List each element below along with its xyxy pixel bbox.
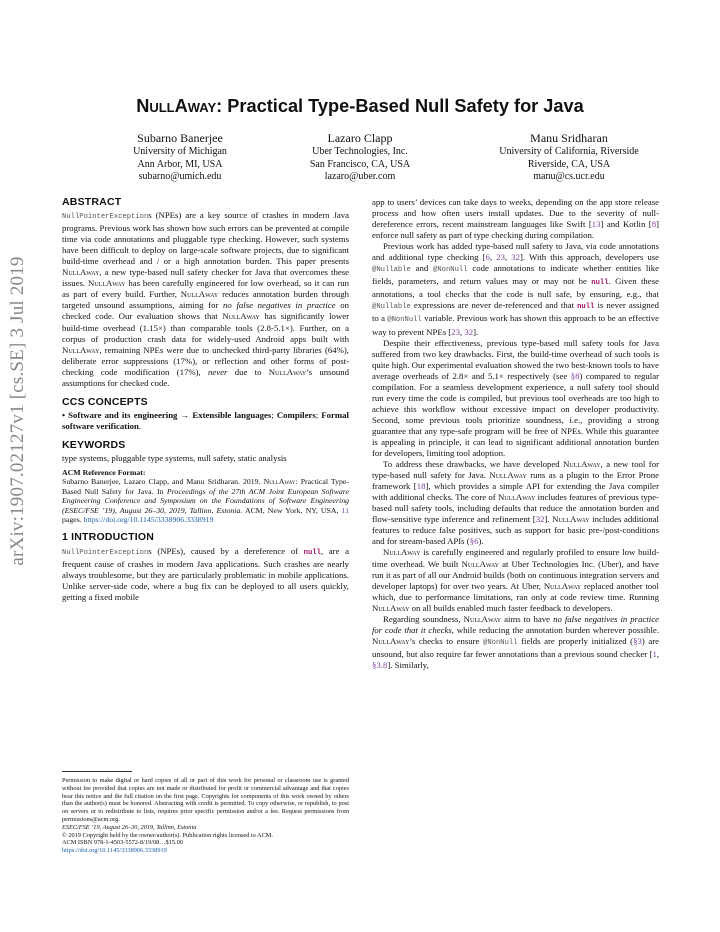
acm-ref-tool: NullAway (263, 477, 296, 487)
author-location: San Francisco, CA, USA (309, 158, 411, 170)
acm-ref-pages-link[interactable]: 11 (341, 505, 350, 515)
title-rest: : Practical Type-Based Null Safety for Java (216, 96, 584, 116)
acm-reference-heading: ACM Reference Format: (62, 468, 146, 478)
author-name: Subarno Banerjee (137, 131, 223, 145)
author-affiliation: University of Michigan (133, 146, 227, 157)
permission-doi-link[interactable]: https://doi.org/10.1145/3338906.3338919 (62, 847, 167, 855)
ccs-text: • Software and its engineering → Extensible languages; Compilers; Formal software verification. (62, 409, 349, 431)
intro-paragraph-1: NullPointerExceptions (NPEs), caused by a dereference of null, are a frequent cause of crashes in modern Java applications. Such crashes are nearly always troublesome, but they are particularly problematic in mobile applications. Unlike server-side code, where a bug fix can be deployed to all users quickly, getting a fixed mobile (62, 545, 349, 602)
acm-ref-doi-link[interactable]: https://doi.org/10.1145/3338906.3338919 (83, 515, 214, 525)
author-block-2 (280, 131, 440, 184)
intro-paragraph-6: Regarding soundness, NullAway aims to have no false negatives in practice for code that it checks, while reducing the annotation burden wherever possible. NullAway’s checks to ensure @NonNull fields are properly initialized (§3) are unsound, but also require far fewer annotations than a previous sound checker [1, §3.8]. Similarly, (372, 613, 660, 670)
author-affiliation: University of California, Riverside (499, 146, 639, 157)
footnote-rule (62, 771, 132, 772)
abstract-text: NullPointerExceptions (NPEs) are a key source of crashes in modern Java programs. Previous work has shown how such errors can be prevented at compile time via code annotations and pluggable type checking. However, such systems have been difficult to deploy on large-scale software projects, due to significant build-time overhead and / or a high annotation burden. This paper presents NullAway, a new type-based null safety checker for Java that overcomes these issues. NullAway has been carefully engineered for low overhead, so it can run as part of every build. Further, NullAway reduces annotation burden through targeted unsound assumptions, aiming for no false negatives in practice on checked code. Our evaluation shows that NullAway has significantly lower build-time overhead (1.15×) than comparable tools (2.8-5.1×). Further, on a corpus of production crash data for widely-used Android apps built with NullAway, remaining NPEs were due to unchecked third-party libraries (64%), deliberate error suppressions (17%), or reflection and other forms of post-checking code modification (17%), never due to NullAway’s unsound assumptions for checked code. (62, 210, 350, 388)
author-name: Manu Sridharan (530, 131, 608, 145)
permission-isbn: ACM ISBN 978-1-4503-5572-8/19/08…$15.00 (62, 839, 183, 847)
acm-ref-venue: Proceedings of the 27th ACM Joint European Software Engineering Conference and Symposium on the Foundations of Software Engineering (ESEC/FSE ’19), August 26–30, 2019, Tallinn, Estonia. (62, 486, 349, 515)
author-email[interactable]: lazaro@uber.com (324, 171, 396, 183)
author-email[interactable]: subarno@umich.edu (138, 171, 222, 183)
keywords-text: type systems, pluggable type systems, null safety, static analysis (62, 452, 287, 463)
abstract-heading: ABSTRACT (62, 196, 122, 208)
right-column (372, 197, 659, 671)
author-block-1 (100, 131, 260, 184)
ccs-heading: CCS CONCEPTS (62, 395, 148, 408)
author-location: Riverside, CA, USA (527, 158, 611, 170)
acm-ref-title: : Practical Type-Based Null Safety for Java. In (62, 477, 349, 496)
permission-copyright: © 2019 Copyright held by the owner/author(s). Publication rights licensed to ACM. (62, 831, 273, 839)
author-email[interactable]: manu@cs.ucr.edu (533, 171, 605, 183)
intro-paragraph-4: To address these drawbacks, we have developed NullAway, a new tool for type-based null safety for Java. NullAway runs as a plugin to the Error Prone framework [18], which provides a simple API for extending the Java compiler with additional checks. The core of NullAway includes features of previous type-based null safety tools, including defaults that reduce the annotation burden and flow-sensitive type inference and refinement [32]. NullAway includes additional features to reduce false positives, such as support for basic pre-/post-conditions and for stream-based APIs (§6). (372, 459, 660, 547)
permission-conf: ESEC/FSE ’19, August 26–30, 2019, Tallinn, Estonia (62, 823, 197, 831)
permission-text: Permission to make digital or hard copies of all or part of this work for personal or classroom use is granted without fee provided that copies are not made or distributed for profit or commercial advantage and that copies bear this notice and the full citation on the first page. Copyrights for components of this work owned by others than the author(s) must be honored. Abstracting with credit is permitted. To copy otherwise, or republish, to post on servers or to redistribute to lists, requires prior specific permission and/or a fee. Request permissions from permissions@acm.org. (62, 777, 349, 823)
arxiv-stamp: arXiv:1907.02127v1 [cs.SE] 3 Jul 2019 (7, 256, 28, 566)
intro-paragraph-2: Previous work has added type-based null safety to Java, via code annotations and additional type checking [6, 23, 32]. With this approach, developers use @Nullable and @NonNull code annotations to indicate whether entities like fields, parameters, and return values may or may not be null. Given these annotations, a tool checks that the code is null safe, by ensuring, e.g., that @Nullable expressions are never de-referenced and that null is never assigned to a @NonNull variable. Previous work has shown this approach to be an effective way to prevent NPEs [23, 32]. (372, 241, 660, 337)
acm-ref-pages-suffix: pages. (62, 515, 84, 525)
author-affiliation: Uber Technologies, Inc. (312, 146, 408, 157)
intro-paragraph-5: NullAway is carefully engineered and regularly profiled to ensure low build-time overhead. We built NullAway at Uber Technologies Inc. (Uber), and have run it as part of all our Android builds (both on continuous integration servers and developer laptops) for over two years. At Uber, NullAway replaced another tool which, due to performance limitations, ran only at code review time. Running NullAway on all builds enabled much faster feedback to developers. (372, 547, 659, 613)
author-block-3 (464, 131, 674, 184)
title-tool-name: NullAway (136, 96, 217, 116)
paper-title (0, 96, 720, 117)
author-location: Ann Arbor, MI, USA (137, 158, 223, 170)
intro-paragraph-3: Despite their effectiveness, previous type-based null safety tools for Java suffered from two key drawbacks. First, the build-time overhead of such tools is quite high. Our experimental evaluation showed the two best-known tools to have average overheads of 2.8× and 5.1× respectively (see §8) compared to regular compilation. For a seamless development experience, a null safety tool should run every time the code is compiled, but previous tool overheads are too high to achieve this workflow without excessive impact on developer productivity. Second, some previous tools prioritize soundness, i.e., providing a strong guarantee that any type-safe program will be free of NPEs. While this guarantee is appealing in principle, it can lead to significant additional annotation burden for developers, limiting tool adoption. (372, 337, 659, 459)
acm-ref-publisher: ACM, New York, NY, USA, (242, 505, 342, 515)
keywords-heading: KEYWORDS (62, 438, 126, 451)
author-name: Lazaro Clapp (327, 131, 393, 145)
permission-block (62, 777, 349, 855)
intro-heading: 1 INTRODUCTION (62, 531, 155, 544)
acm-reference (62, 468, 349, 524)
left-column (62, 197, 349, 603)
intro-continuation: app to users’ devices can take days to weeks, depending on the app store release process and how often users install updates. Due to the severity of null-dereference errors, recent mainstream languages like Swift [13] and Kotlin [8] enforce null safety as part of type checking during compilation. (372, 197, 660, 241)
acm-ref-citation: Subarno Banerjee, Lazaro Clapp, and Manu Sridharan. 2019. (62, 477, 264, 487)
